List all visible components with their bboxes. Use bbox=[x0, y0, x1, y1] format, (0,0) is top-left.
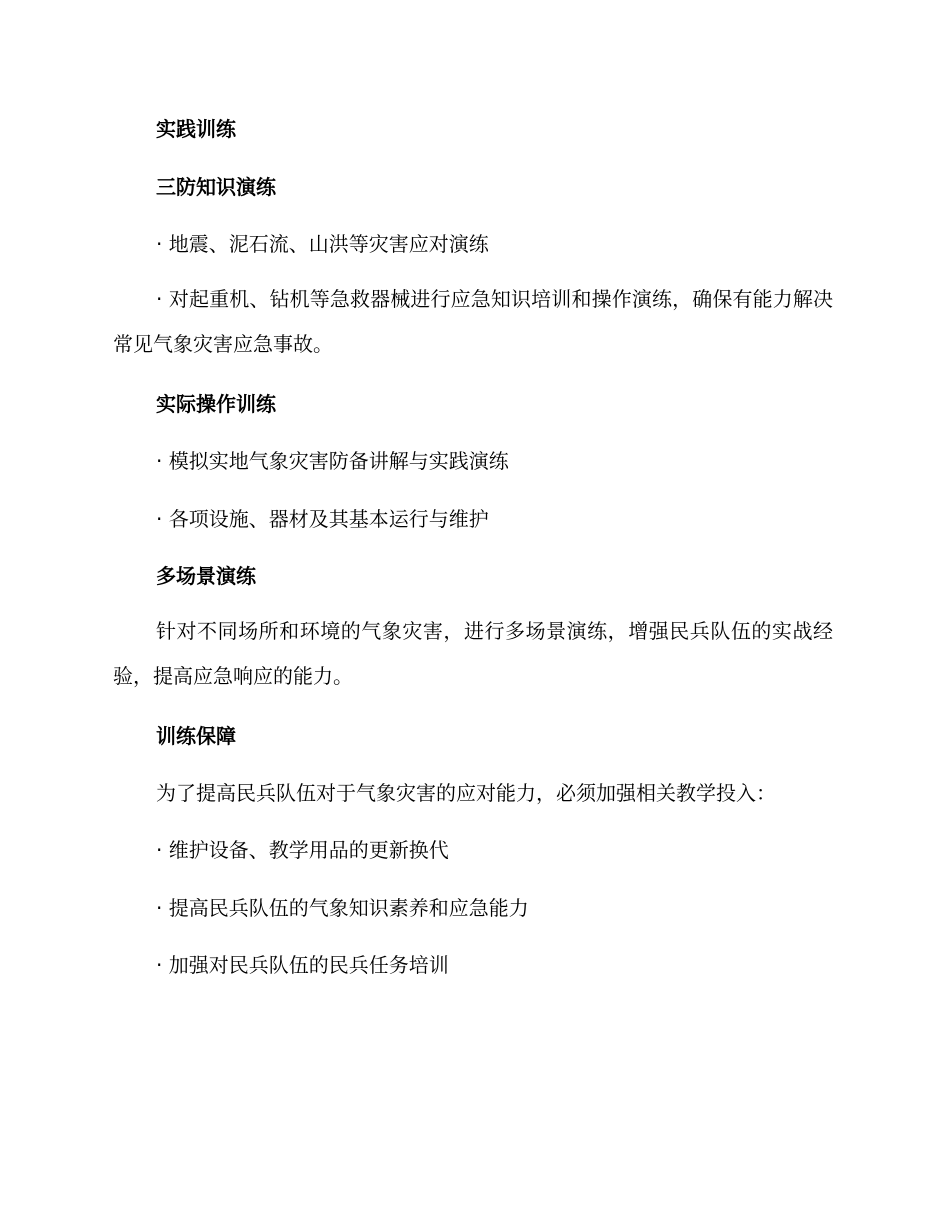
bullet-task-training: · 加强对民兵队伍的民兵任务培训 bbox=[156, 953, 449, 977]
paragraph-support-intro: 为了提高民兵队伍对于气象灾害的应对能力，必须加强相关教学投入： bbox=[156, 781, 776, 805]
paragraph-equipment-training: · 对起重机、钻机等急救器械进行应急知识培训和操作演练，确保有能力解决常见气象灾害应急事故。 bbox=[113, 287, 833, 356]
heading-multi-scenario: 多场景演练 bbox=[156, 564, 256, 588]
bullet-equipment-update: · 维护设备、教学用品的更新换代 bbox=[156, 838, 449, 862]
bullet-facility-maintenance: · 各项设施、器材及其基本运行与维护 bbox=[156, 507, 489, 531]
paragraph-multi-scenario: 针对不同场所和环境的气象灾害，进行多场景演练，增强民兵队伍的实战经验，提高应急响应的能力。 bbox=[113, 619, 833, 688]
heading-practical-operation: 实际操作训练 bbox=[156, 392, 276, 416]
heading-three-prevention-drill: 三防知识演练 bbox=[156, 175, 276, 199]
heading-training-support: 训练保障 bbox=[156, 724, 236, 748]
bullet-knowledge-improvement: · 提高民兵队伍的气象知识素养和应急能力 bbox=[156, 896, 529, 920]
bullet-simulation-drill: · 模拟实地气象灾害防备讲解与实践演练 bbox=[156, 449, 509, 473]
bullet-disaster-drill: · 地震、泥石流、山洪等灾害应对演练 bbox=[156, 232, 489, 256]
heading-practice-training: 实践训练 bbox=[156, 117, 236, 141]
